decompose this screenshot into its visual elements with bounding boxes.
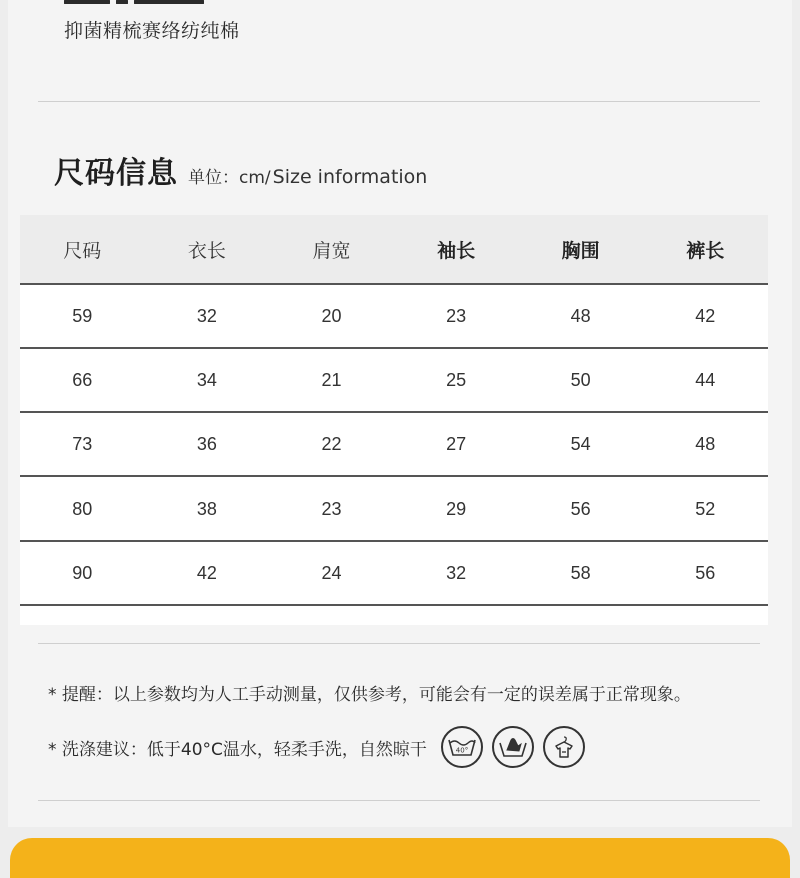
table-row xyxy=(20,542,768,606)
table-cell: 38 xyxy=(196,498,217,519)
table-cell: 90 xyxy=(72,562,93,583)
table-cell: 23 xyxy=(446,305,467,326)
unit-label: 单位：cm/ xyxy=(188,168,271,188)
divider-top xyxy=(38,101,760,102)
wash-icons xyxy=(441,726,585,768)
table-cell: 29 xyxy=(446,498,467,519)
table-cell: 56 xyxy=(695,562,716,583)
wash-temp-label: 40° xyxy=(455,746,469,755)
table-cell: 44 xyxy=(695,369,716,390)
hand-wash-icon xyxy=(492,726,534,768)
table-row xyxy=(20,349,768,413)
table-cell: 42 xyxy=(695,305,716,326)
table-cell: 27 xyxy=(446,433,467,454)
size-table xyxy=(20,215,768,625)
material-text: 抑菌精梳赛络纺纯棉 xyxy=(64,20,240,42)
table-cell: 80 xyxy=(72,498,93,519)
table-cell: 32 xyxy=(196,305,217,326)
cropped-heading xyxy=(64,0,264,4)
table-row xyxy=(20,478,768,542)
table-cell: 42 xyxy=(196,562,217,583)
table-cell: 23 xyxy=(321,498,342,519)
table-cell: 25 xyxy=(446,369,467,390)
table-cell: 24 xyxy=(321,562,342,583)
header-size: 尺码 xyxy=(63,239,102,262)
table-cell: 56 xyxy=(570,498,591,519)
table-cell: 66 xyxy=(72,369,93,390)
table-cell: 59 xyxy=(72,305,93,326)
header-pants: 裤长 xyxy=(686,239,725,262)
header-chest: 胸围 xyxy=(561,239,600,262)
accent-banner xyxy=(10,838,790,878)
table-row xyxy=(20,413,768,477)
hang-dry-icon xyxy=(543,726,585,768)
table-cell: 52 xyxy=(695,498,716,519)
table-cell: 36 xyxy=(196,433,217,454)
table-header xyxy=(20,215,768,285)
size-information-label: Size information xyxy=(272,166,428,188)
table-cell: 32 xyxy=(446,562,467,583)
header-sleeve: 袖长 xyxy=(437,239,476,262)
table-cell: 22 xyxy=(321,433,342,454)
divider-bottom xyxy=(38,800,760,801)
table-cell: 20 xyxy=(321,305,342,326)
wash-40-icon xyxy=(441,726,483,768)
table-cell: 48 xyxy=(570,305,591,326)
section-title: 尺码信息 xyxy=(54,156,178,191)
header-length: 衣长 xyxy=(187,239,226,262)
table-cell: 54 xyxy=(570,433,591,454)
table-cell: 50 xyxy=(570,369,591,390)
table-row xyxy=(20,285,768,349)
wash-note-text: * 洗涤建议：低于40°C温水，轻柔手洗，自然晾干 xyxy=(48,739,427,760)
table-cell: 34 xyxy=(196,369,217,390)
table-cell: 58 xyxy=(570,562,591,583)
reminder-note: * 提醒：以上参数均为人工手动测量，仅供参考，可能会有一定的误差属于正常现象。 xyxy=(48,685,691,705)
size-section-header xyxy=(54,148,427,192)
table-cell: 73 xyxy=(72,433,93,454)
table-cell: 21 xyxy=(321,369,342,390)
table-cell: 48 xyxy=(695,433,716,454)
header-shoulder: 肩宽 xyxy=(312,239,351,262)
divider-middle xyxy=(38,643,760,644)
wash-note xyxy=(48,726,585,768)
